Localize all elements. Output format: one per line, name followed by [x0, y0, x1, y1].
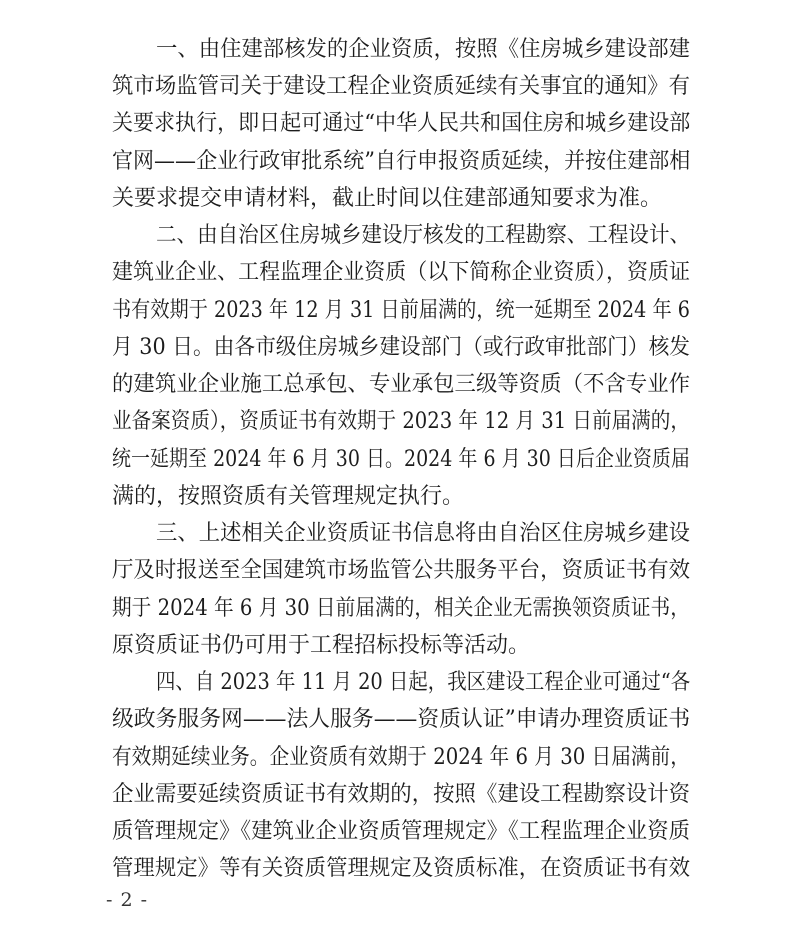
paragraph-2-line-2: 建筑业企业、工程监理企业资质（以下简称企业资质），资质证: [112, 260, 691, 285]
paragraph-2-line-6: 业备案资质），资质证书有效期于 2023 年 12 月 31 日前届满的，: [112, 409, 690, 434]
paragraph-4-line-1: 四、自 2023 年 11 月 20 日起，我区建设工程企业可通过“各: [156, 670, 691, 695]
paragraph-2-line-1: 二、由自治区住房城乡建设厅核发的工程勘察、工程设计、: [156, 223, 691, 248]
paragraph-2-line-4: 月 30 日。由各市级住房城乡建设部门（或行政审批部门）核发: [112, 335, 691, 360]
paragraph-4-line-2: 级政务服务网——法人服务——资质认证”申请办理资质证书: [112, 707, 691, 732]
paragraph-4-line-3: 有效期延续业务。企业资质有效期于 2024 年 6 月 30 日届满前，: [112, 745, 690, 770]
paragraph-1-line-4: 官网——企业行政审批系统”自行申报资质延续，并按住建部相: [112, 149, 691, 174]
paragraph-2-line-7: 统一延期至 2024 年 6 月 30 日。2024 年 6 月 30 日后企业资质届: [112, 447, 690, 472]
paragraph-2-line-8: 满的，按照资质有关管理规定执行。: [112, 484, 465, 509]
paragraph-4-line-6: 管理规定》等有关资质管理规定及资质标准，在资质证书有效: [112, 856, 691, 881]
paragraph-1-line-2: 筑市场监管司关于建设工程企业资质延续有关事宜的通知》有: [112, 74, 691, 99]
paragraph-4-line-5: 质管理规定》《建筑业企业资质管理规定》《工程监理企业资质: [112, 819, 691, 844]
paragraph-4-line-4: 企业需要延续资质证书有效期的，按照《建设工程勘察设计资: [112, 782, 691, 807]
paragraph-1-line-3: 关要求执行，即日起可通过“中华人民共和国住房和城乡建设部: [112, 111, 691, 136]
paragraph-1-line-1: 一、由住建部核发的企业资质，按照《住房城乡建设部建: [156, 37, 691, 62]
paragraph-3-line-2: 厅及时报送至全国建筑市场监管公共服务平台，资质证书有效: [112, 558, 691, 583]
paragraph-3-line-4: 原资质证书仍可用于工程招标投标等活动。: [112, 633, 531, 658]
paragraph-2-line-3: 书有效期于 2023 年 12 月 31 日前届满的，统一延期至 2024 年 6: [112, 298, 690, 323]
paragraph-2-line-5: 的建筑业企业施工总承包、专业承包三级等资质（不含专业作: [112, 372, 691, 397]
paragraph-1-line-5: 关要求提交申请材料，截止时间以住建部通知要求为准。: [112, 186, 663, 211]
paragraph-3-line-1: 三、上述相关企业资质证书信息将由自治区住房城乡建设: [156, 521, 691, 546]
paragraph-3-line-3: 期于 2024 年 6 月 30 日前届满的，相关企业无需换领资质证书，: [112, 596, 690, 621]
page-number: - 2 -: [106, 889, 149, 911]
